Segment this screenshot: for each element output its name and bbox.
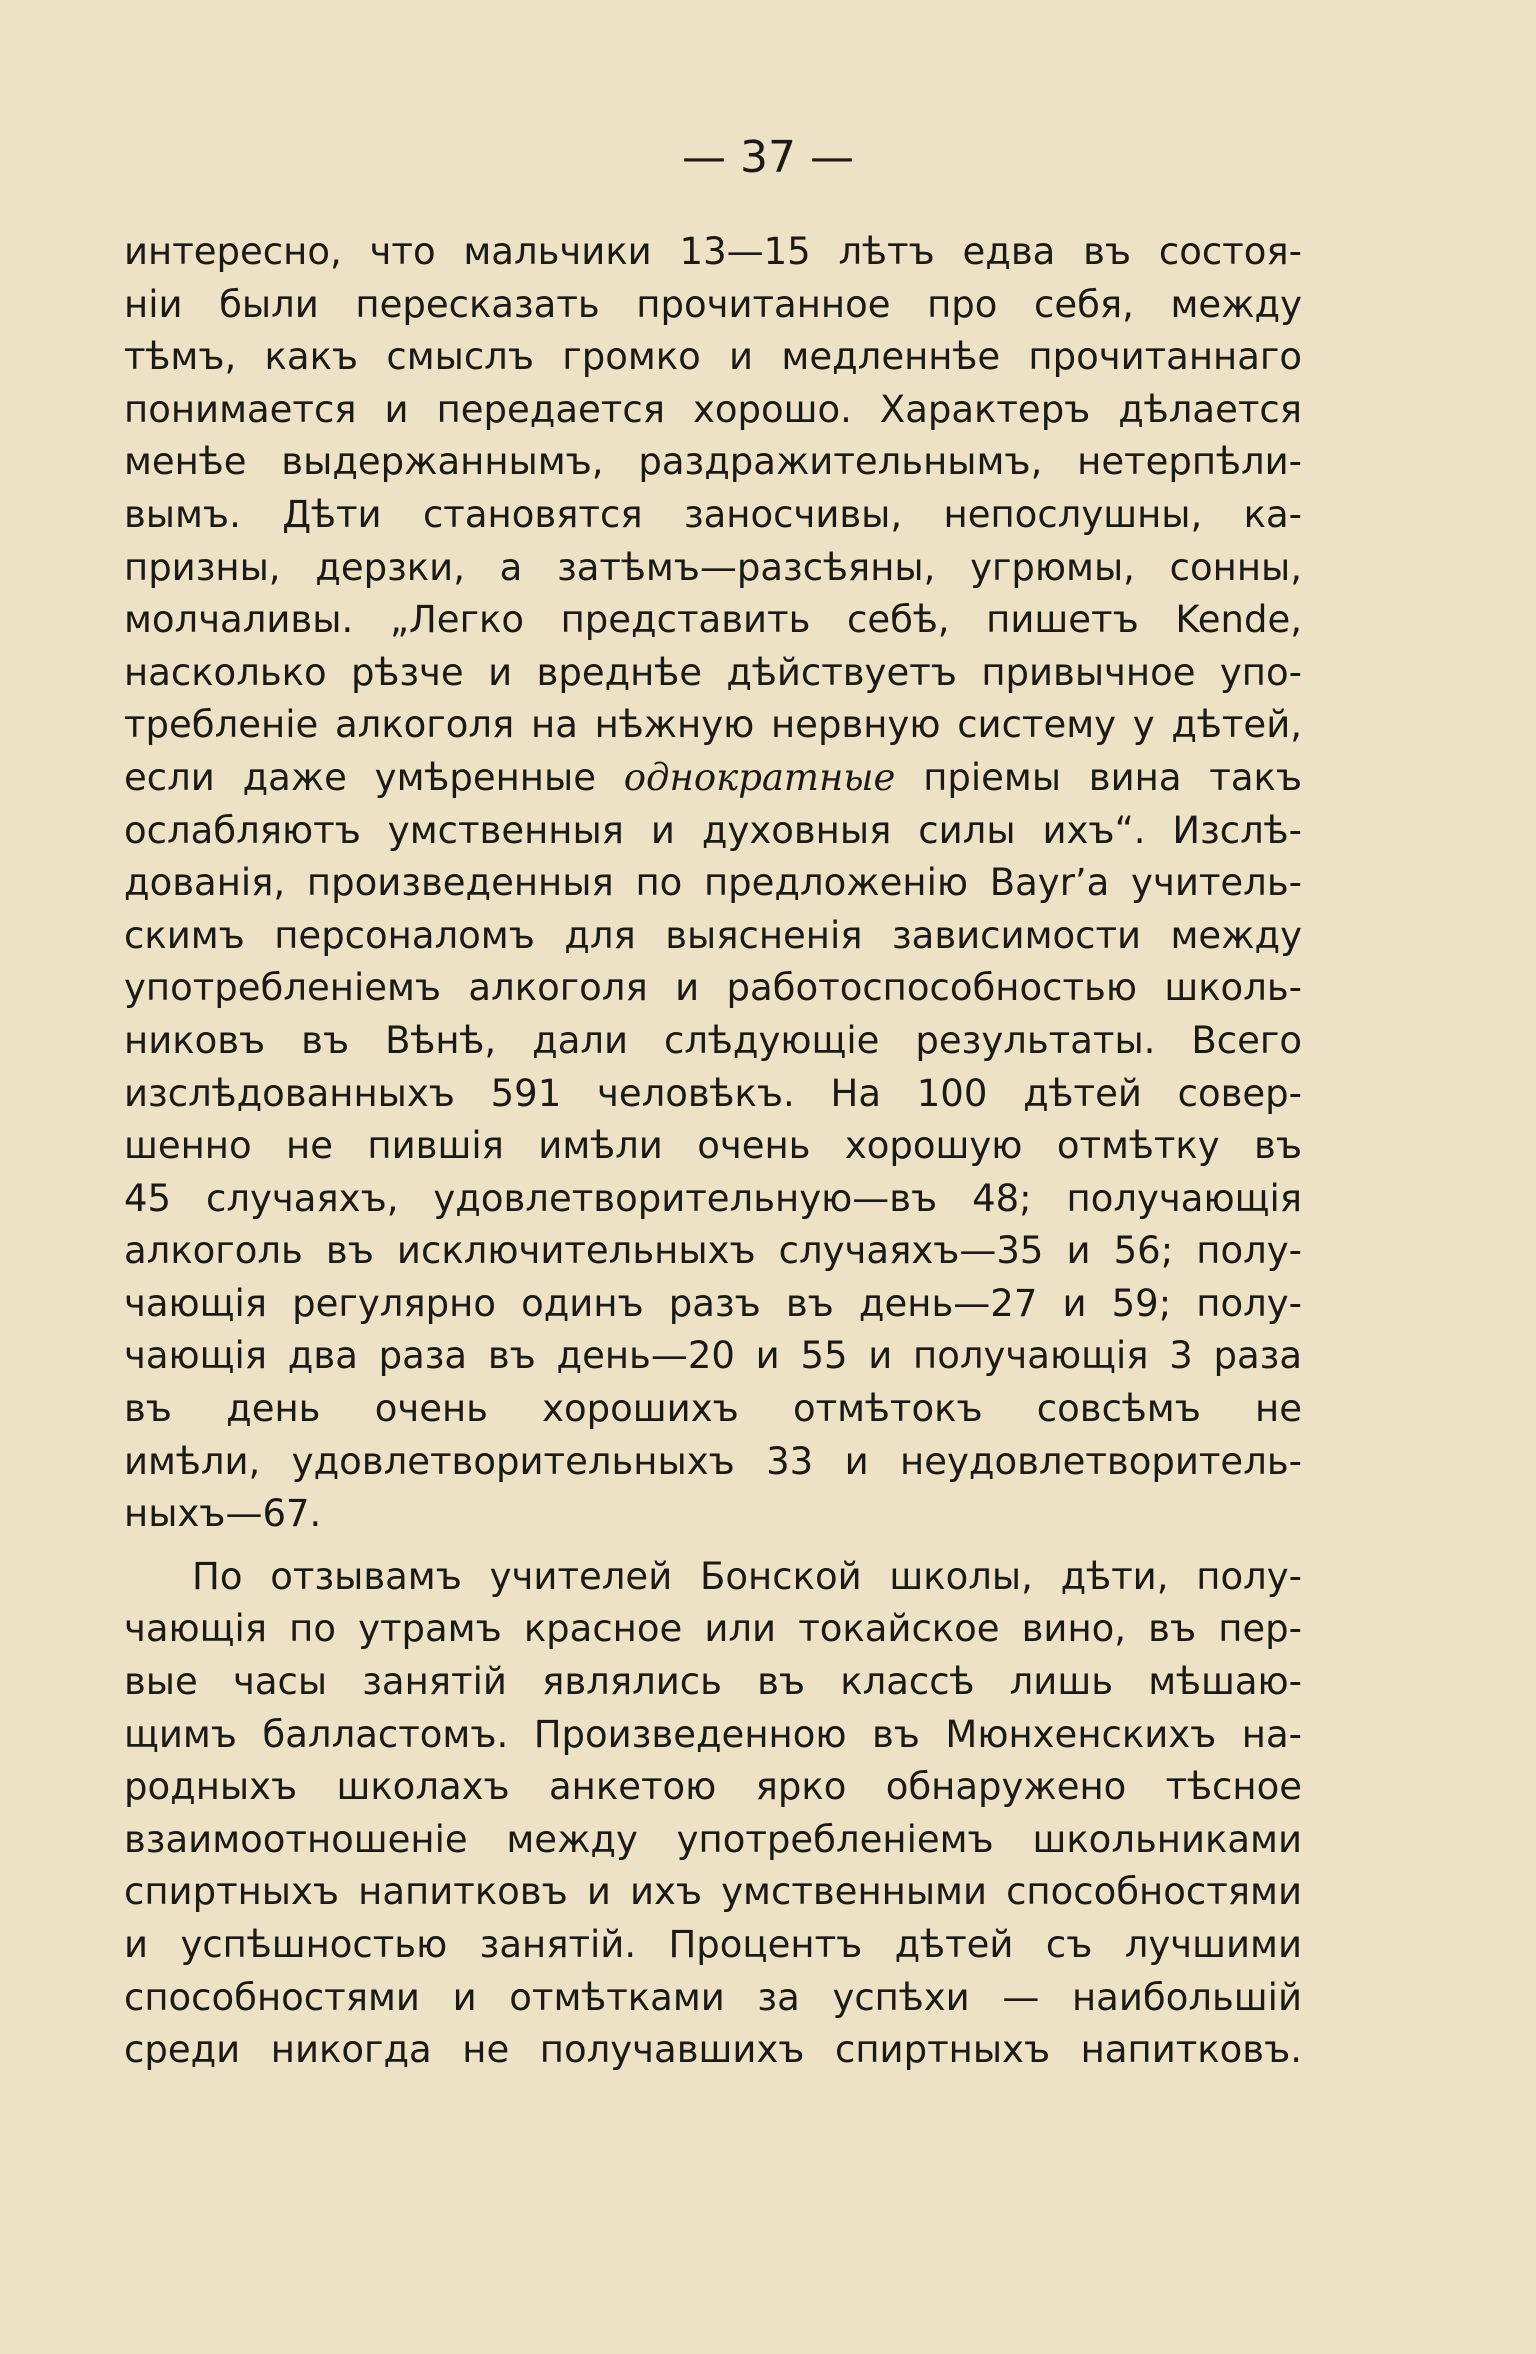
text-line: тѣмъ, какъ смыслъ громко и медленнѣе прочитаннаго (124, 335, 1302, 379)
text-line: ныхъ—67. (124, 1492, 322, 1536)
text-line: спиртныхъ напитковъ и ихъ умственными способностями (124, 1870, 1302, 1914)
text-line: менѣе выдержаннымъ, раздражительнымъ, нетерпѣли- (124, 440, 1302, 484)
text-line: въ день очень хорошихъ отмѣтокъ совсѣмъ не (124, 1387, 1302, 1431)
text-line: ніи были пересказать прочитанное про себя, между (124, 282, 1302, 326)
text-line: призны, дерзки, а затѣмъ—разсѣяны, угрюмы, сонны, (124, 545, 1302, 589)
paragraph-2 (124, 1551, 1302, 2077)
text-line: чающія регулярно одинъ разъ въ день—27 и 59; полу- (124, 1281, 1302, 1325)
text-line: требленіе алкоголя на нѣжную нервную систему у дѣтей, (124, 703, 1302, 747)
text-line: По отзывамъ учителей Бонской школы, дѣти, полу- (192, 1554, 1302, 1598)
text-line: ослабляютъ умственныя и духовныя силы ихъ“. Изслѣ- (124, 808, 1302, 852)
text-line: чающія два раза въ день—20 и 55 и получающія 3 раза (124, 1334, 1302, 1378)
text-fragment: пріемы вина такъ (923, 755, 1302, 799)
text-line: среди никогда не получавшихъ спиртныхъ напитковъ. (124, 2028, 1302, 2072)
text-line: изслѣдованныхъ 591 человѣкъ. На 100 дѣтей совер- (124, 1071, 1302, 1115)
text-line: 45 случаяхъ, удовлетворительную—въ 48; получающія (124, 1176, 1302, 1220)
text-line: шенно не пившія имѣли очень хорошую отмѣтку въ (124, 1124, 1302, 1168)
text-line: чающія по утрамъ красное или токайское вино, въ пер- (124, 1607, 1302, 1651)
text-line: и успѣшностью занятій. Процентъ дѣтей съ лучшими (124, 1923, 1302, 1966)
paragraph-1 (124, 226, 1302, 1541)
text-line: никовъ въ Вѣнѣ, дали слѣдующіе результаты. Всего (124, 1018, 1302, 1062)
text-line: вые часы занятій являлись въ классѣ лишь мѣшаю- (124, 1660, 1302, 1704)
text-line-with-emphasis (124, 752, 1302, 805)
text-line: имѣли, удовлетворительныхъ 33 и неудовлетворитель- (124, 1439, 1302, 1483)
text-line: щимъ балластомъ. Произведенною въ Мюнхенскихъ на- (124, 1712, 1302, 1756)
text-line: употребленіемъ алкоголя и работоспособностью школь- (124, 966, 1302, 1010)
text-line: насколько рѣзче и вреднѣе дѣйствуетъ привычное упо- (124, 650, 1302, 694)
text-line: родныхъ школахъ анкетою ярко обнаружено тѣсное (124, 1765, 1302, 1809)
page-number: — 37 — (682, 132, 854, 183)
text-line: взаимоотношеніе между употребленіемъ школьниками (124, 1817, 1302, 1861)
text-fragment: если даже умѣренные (124, 755, 596, 799)
text-line: алкоголь въ исключительныхъ случаяхъ—35 и 56; полу- (124, 1229, 1302, 1273)
text-line: дованія, произведенныя по предложенію Bayr’a учитель- (124, 861, 1302, 905)
text-line: интересно, что мальчики 13—15 лѣтъ едва въ состоя- (124, 230, 1302, 273)
body-text (124, 226, 1302, 2077)
text-line: способностями и отмѣтками за успѣхи — наибольшій (124, 1975, 1302, 2019)
emphasized-word: однократные (623, 755, 896, 799)
text-line: вымъ. Дѣти становятся заносчивы, непослушны, ка- (124, 492, 1302, 536)
text-line: понимается и передается хорошо. Характеръ дѣлается (124, 387, 1302, 431)
text-line: молчаливы. „Легко представить себѣ, пишетъ Kende, (124, 598, 1302, 642)
text-line: скимъ персоналомъ для выясненія зависимости между (124, 913, 1302, 957)
